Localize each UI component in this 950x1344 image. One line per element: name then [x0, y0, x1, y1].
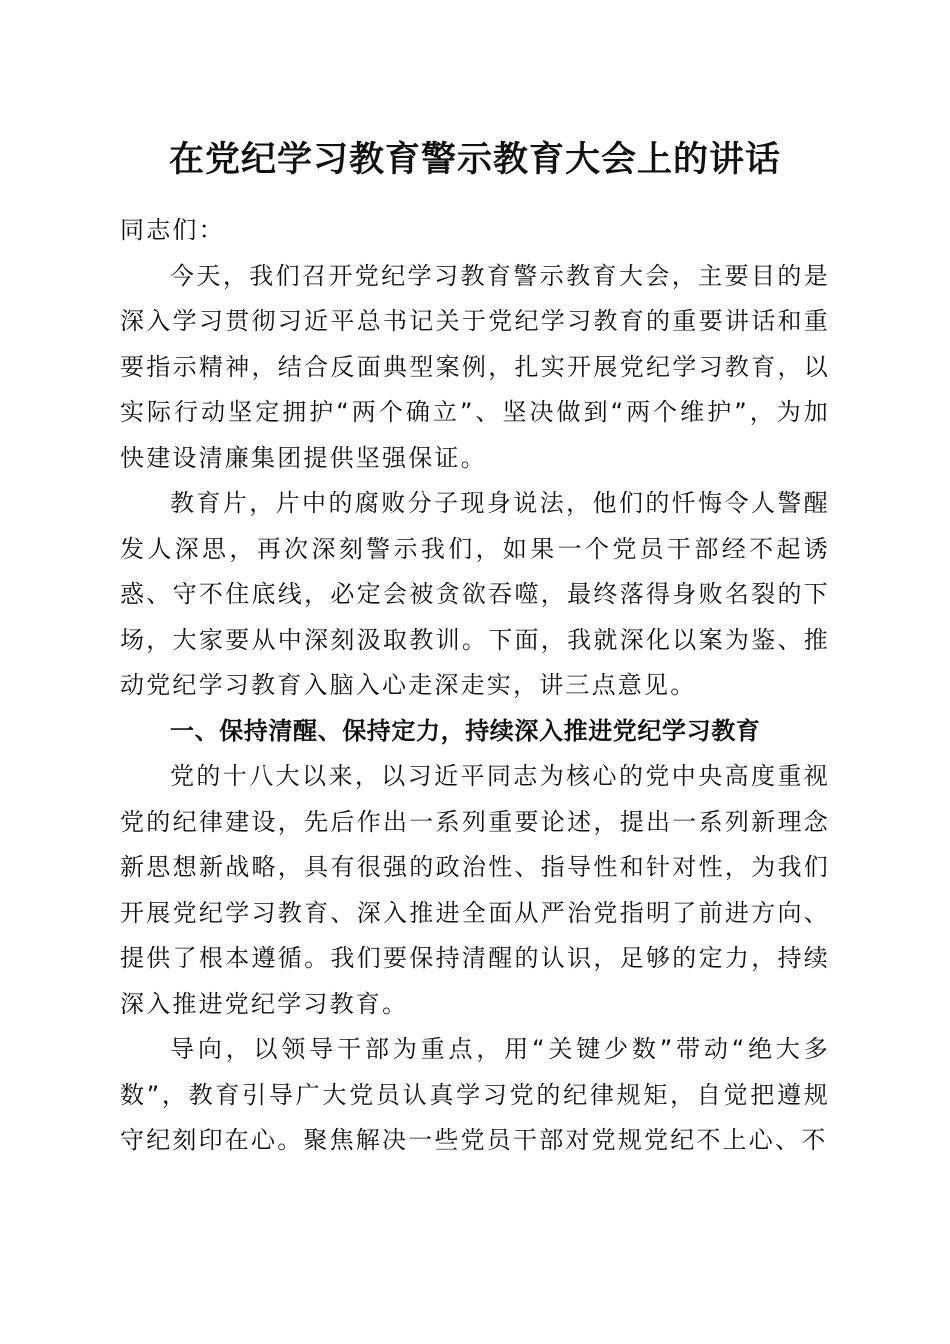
document-body: [120, 208, 830, 1164]
paragraph-section-1: 党的十八大以来，以习近平同志为核心的党中央高度重视党的纪律建设，先后作出一系列重要论述，提出一系列新理念新思想新战略，具有很强的政治性、指导性和针对性，为我们开展党纪学习教育、深入推进全面从严治党指明了前进方向、提供了根本遵循。我们要保持清醒的认识，足够的定力，持续深入推进党纪学习教育。: [120, 762, 830, 1018]
paragraph-opening: 今天，我们召开党纪学习教育警示教育大会，主要目的是深入学习贯彻习近平总书记关于党纪学习教育的重要讲话和重要指示精神，结合反面典型案例，扎实开展党纪学习教育，以实际行动坚定拥护“两个确立”、坚决做到“两个维护”，为加快建设清廉集团提供坚强保证。: [120, 261, 830, 472]
document-title: 在党纪学习教育警示教育大会上的讲话: [168, 139, 781, 180]
section-heading: 一、保持清醒、保持定力，持续深入推进党纪学习教育: [170, 716, 761, 745]
paragraph-section-2: 导向，以领导干部为重点，用“关键少数”带动“绝大多数”，教育引导广大党员认真学习党的纪律规矩，自觉把遵规守纪刻印在心。聚焦解决一些党员干部对党规党纪不上心、不: [120, 1035, 830, 1154]
paragraph-warning-film: 教育片，片中的腐败分子现身说法，他们的忏悔令人警醒发人深思，再次深刻警示我们，如果一个党员干部经不起诱惑、守不住底线，必定会被贪欲吞噬，最终落得身败名裂的下场，大家要从中深刻汲取教训。下面，我就深化以案为鉴、推动党纪学习教育入脑入心走深走实，讲三点意见。: [120, 489, 830, 699]
salutation: 同志们：: [120, 216, 225, 244]
